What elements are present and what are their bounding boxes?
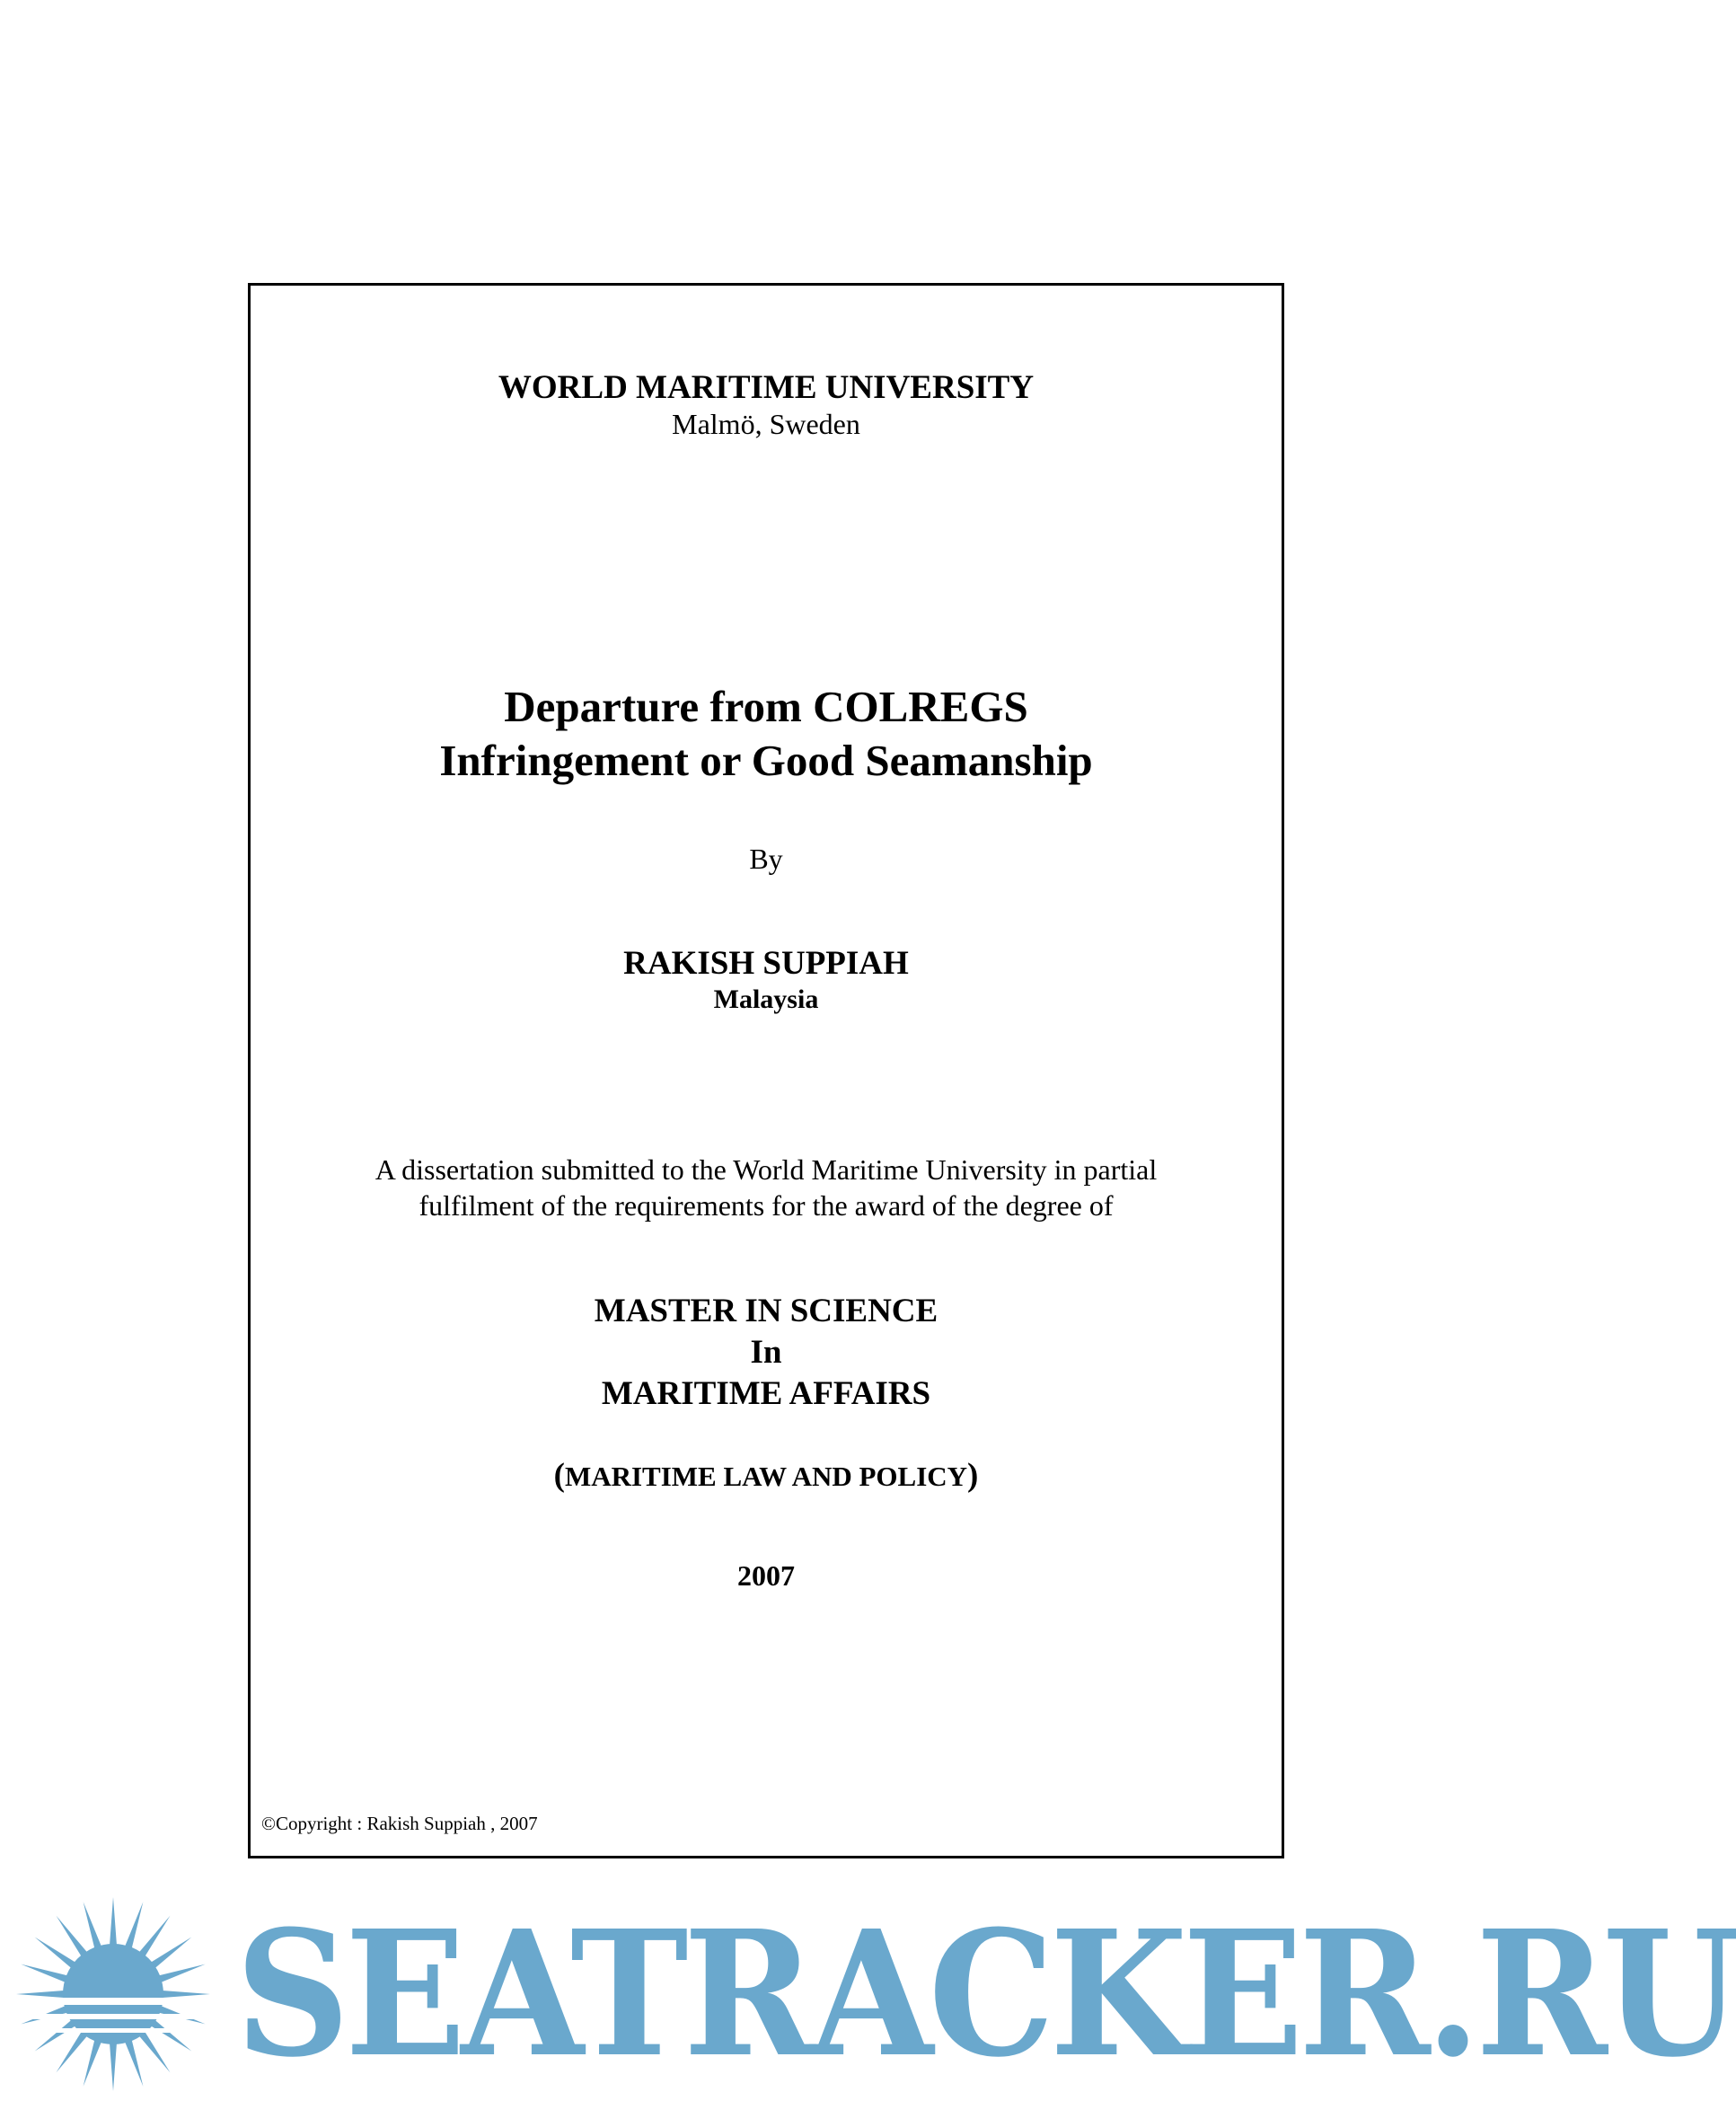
degree-line-3: MARITIME AFFAIRS (601, 1375, 931, 1412)
sun-ray (16, 1991, 68, 1999)
specialisation (251, 1456, 1282, 1495)
year: 2007 (737, 1559, 795, 1592)
specialisation-text: MARITIME LAW AND POLICY (564, 1461, 968, 1492)
author-country: Malaysia (713, 984, 819, 1014)
author-name: RAKISH SUPPIAH (623, 945, 909, 982)
copyright-notice: ©Copyright : Rakish Suppiah , 2007 (261, 1813, 538, 1834)
watermark-text: SEATRACKER.RU (235, 1894, 1736, 2096)
sun-ray (21, 1964, 72, 1984)
sun-icon (9, 1894, 217, 2096)
sun-ray (158, 1991, 210, 1999)
dissertation-statement-line-2: fulfilment of the requirements for the award of the degree of (419, 1189, 1114, 1222)
dissertation-statement-line-1: A dissertation submitted to the World Maritime University in partial (375, 1153, 1158, 1186)
degree-line-2: In (750, 1334, 782, 1371)
specialisation-close-paren: ) (967, 1457, 979, 1494)
sun-ray (84, 2035, 103, 2087)
title-line-2: Infringement or Good Seamanship (439, 736, 1093, 785)
sun-ray (110, 2039, 118, 2091)
degree-line-1: MASTER IN SCIENCE (594, 1293, 938, 1329)
specialisation-open-paren: ( (553, 1457, 565, 1494)
cover-frame (248, 283, 1284, 1858)
sun-ray (110, 1897, 118, 1949)
by-label: By (749, 843, 783, 875)
sun-ray (123, 2035, 143, 2087)
university-name: WORLD MARITIME UNIVERSITY (498, 369, 1035, 406)
university-location: Malmö, Sweden (672, 408, 860, 440)
sun-ray (123, 1902, 143, 1953)
sun-ray (84, 1902, 103, 1953)
sun-ray (154, 1964, 206, 1984)
title-line-1: Departure from COLREGS (504, 682, 1028, 731)
